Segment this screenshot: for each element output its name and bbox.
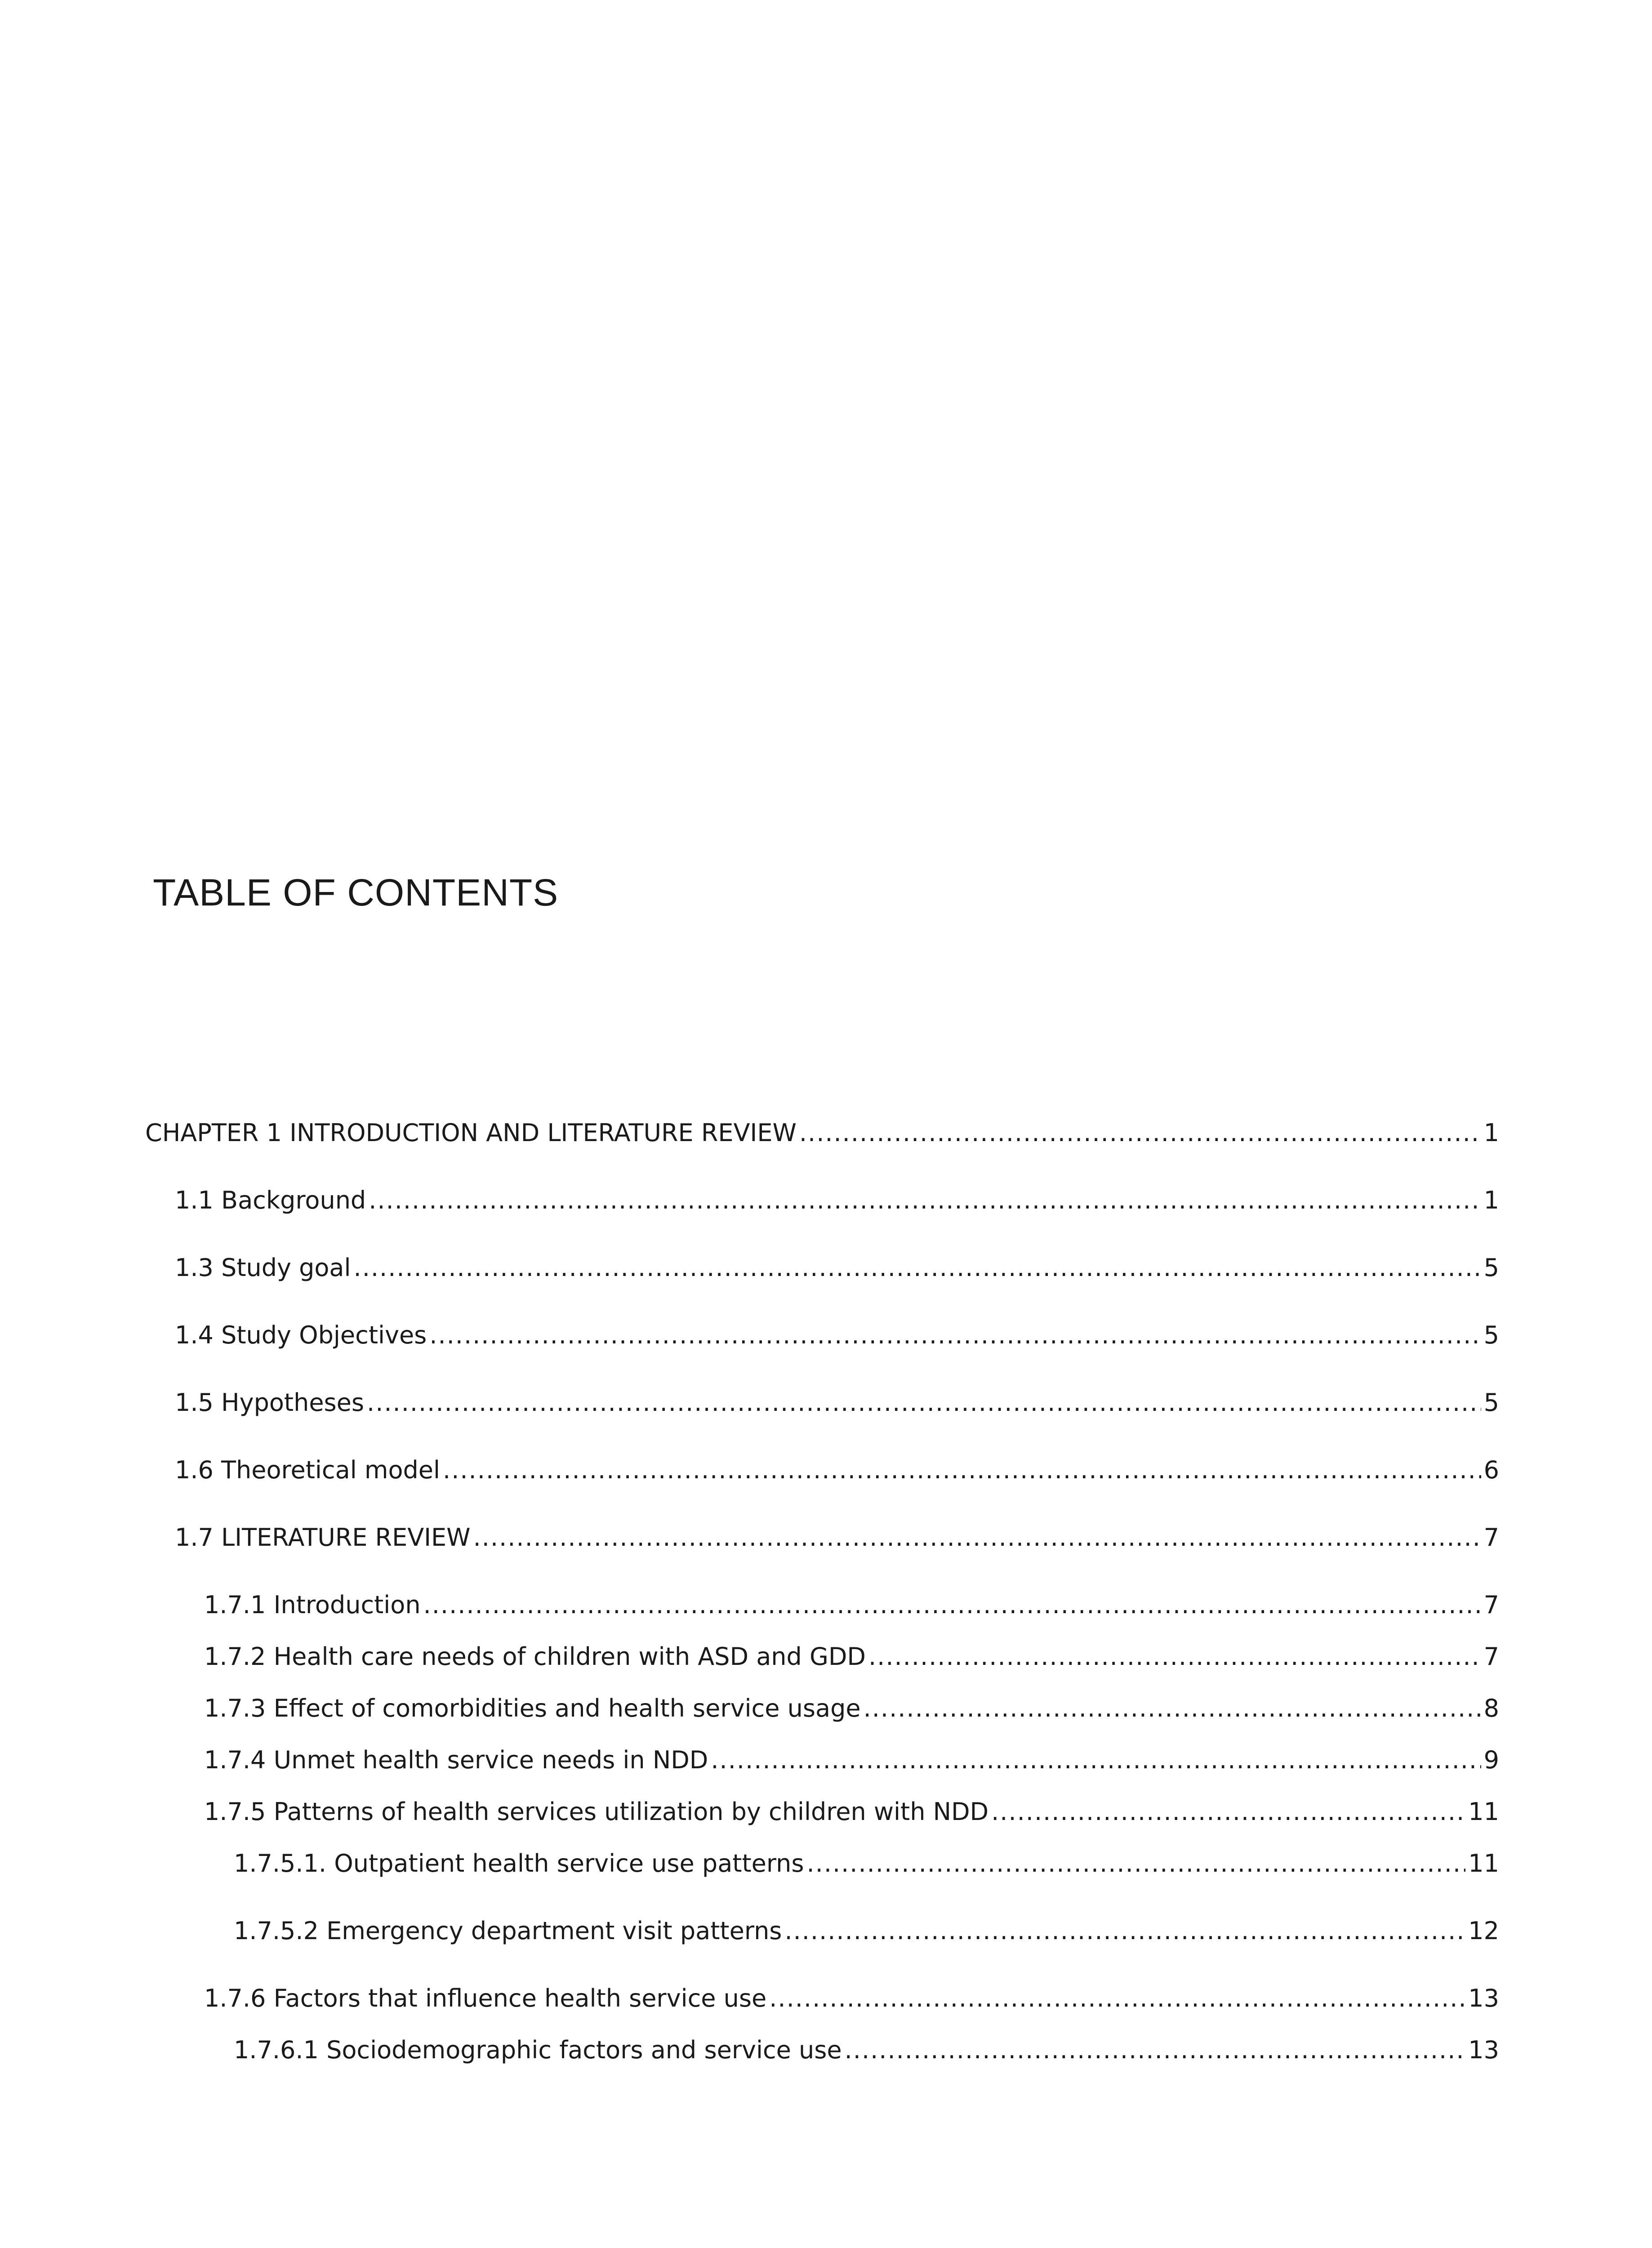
dot-leader <box>784 1913 1465 1949</box>
toc-entry-label: 1.7.3 Effect of comorbidities and health service usage <box>204 1694 861 1722</box>
toc-entry-label: 1.5 Hypotheses <box>175 1388 365 1417</box>
toc-entry-page-number: 5 <box>1483 1253 1499 1282</box>
dot-leader <box>367 1385 1481 1421</box>
dot-leader <box>799 1115 1481 1151</box>
toc-heading: TABLE OF CONTENTS <box>153 871 559 914</box>
dot-leader <box>473 1520 1481 1556</box>
toc-entry-page-number: 7 <box>1483 1591 1499 1619</box>
toc-entry-page-number: 7 <box>1483 1523 1499 1552</box>
toc-entry-page-number: 13 <box>1468 2036 1499 2064</box>
toc-entry-page-number: 5 <box>1483 1388 1499 1417</box>
toc-entry-1-7-3[interactable] <box>204 1690 1499 1726</box>
toc-entry-label: 1.7.6.1 Sociodemographic factors and service use <box>234 2036 842 2064</box>
toc-entry-1-7-2[interactable] <box>204 1639 1499 1675</box>
toc-entry-label: 1.7.2 Health care needs of children with ASD and GDD <box>204 1642 866 1671</box>
toc-entry-page-number: 8 <box>1483 1694 1499 1722</box>
dot-leader <box>864 1690 1481 1726</box>
toc-entry-label: CHAPTER 1 INTRODUCTION AND LITERATURE REVIEW <box>145 1119 797 1147</box>
toc-entry-1-7-5-2[interactable] <box>234 1913 1499 1949</box>
toc-entry-page-number: 13 <box>1468 1984 1499 2012</box>
toc-entry-label: 1.7.5.1. Outpatient health service use patterns <box>234 1849 804 1878</box>
toc-entry-label: 1.3 Study goal <box>175 1253 351 1282</box>
toc-entry-page-number: 11 <box>1468 1798 1499 1826</box>
dot-leader <box>711 1742 1481 1778</box>
toc-entry-1-7-5[interactable] <box>204 1794 1499 1830</box>
toc-entry-1-6[interactable] <box>175 1452 1499 1488</box>
dot-leader <box>845 2032 1466 2068</box>
toc-entry-1-7-5-1[interactable] <box>234 1846 1499 1882</box>
toc-entry-1-7-4[interactable] <box>204 1742 1499 1778</box>
toc-entry-label: 1.1 Background <box>175 1186 366 1214</box>
toc-entry-label: 1.6 Theoretical model <box>175 1456 441 1484</box>
dot-leader <box>354 1250 1481 1286</box>
toc-entry-1-3[interactable] <box>175 1250 1499 1286</box>
toc-entry-1-7-1[interactable] <box>204 1587 1499 1623</box>
toc-entry-1-1[interactable] <box>175 1182 1499 1218</box>
toc-entry-1-7[interactable] <box>175 1520 1499 1556</box>
toc-entry-label: 1.7.5.2 Emergency department visit patterns <box>234 1917 782 1945</box>
toc-entry-label: 1.7 LITERATURE REVIEW <box>175 1523 471 1552</box>
dot-leader <box>806 1846 1465 1882</box>
toc-entry-label: 1.7.5 Patterns of health services utilization by children with NDD <box>204 1798 989 1826</box>
toc-entry-page-number: 7 <box>1483 1642 1499 1671</box>
toc-entry-page-number: 12 <box>1468 1917 1499 1945</box>
toc-entry-chapter-1[interactable] <box>145 1115 1499 1151</box>
dot-leader <box>991 1794 1465 1830</box>
toc-entry-page-number: 1 <box>1483 1119 1499 1147</box>
toc-entry-1-7-6-1[interactable] <box>234 2032 1499 2068</box>
toc-entry-page-number: 11 <box>1468 1849 1499 1878</box>
toc-entry-page-number: 1 <box>1483 1186 1499 1214</box>
toc-entry-page-number: 5 <box>1483 1321 1499 1349</box>
dot-leader <box>429 1317 1481 1353</box>
dot-leader <box>369 1182 1481 1218</box>
dot-leader <box>769 1980 1465 2016</box>
dot-leader <box>868 1639 1481 1675</box>
toc-entry-1-5[interactable] <box>175 1385 1499 1421</box>
toc-entry-label: 1.7.1 Introduction <box>204 1591 421 1619</box>
toc-entry-page-number: 6 <box>1483 1456 1499 1484</box>
dot-leader <box>443 1452 1481 1488</box>
toc-entry-label: 1.4 Study Objectives <box>175 1321 427 1349</box>
toc-entry-label: 1.7.4 Unmet health service needs in NDD <box>204 1746 708 1774</box>
toc-entry-page-number: 9 <box>1483 1746 1499 1774</box>
toc-entry-1-7-6[interactable] <box>204 1980 1499 2016</box>
toc-entry-1-4[interactable] <box>175 1317 1499 1353</box>
dot-leader <box>423 1587 1481 1623</box>
toc-entry-label: 1.7.6 Factors that influence health service use <box>204 1984 767 2012</box>
